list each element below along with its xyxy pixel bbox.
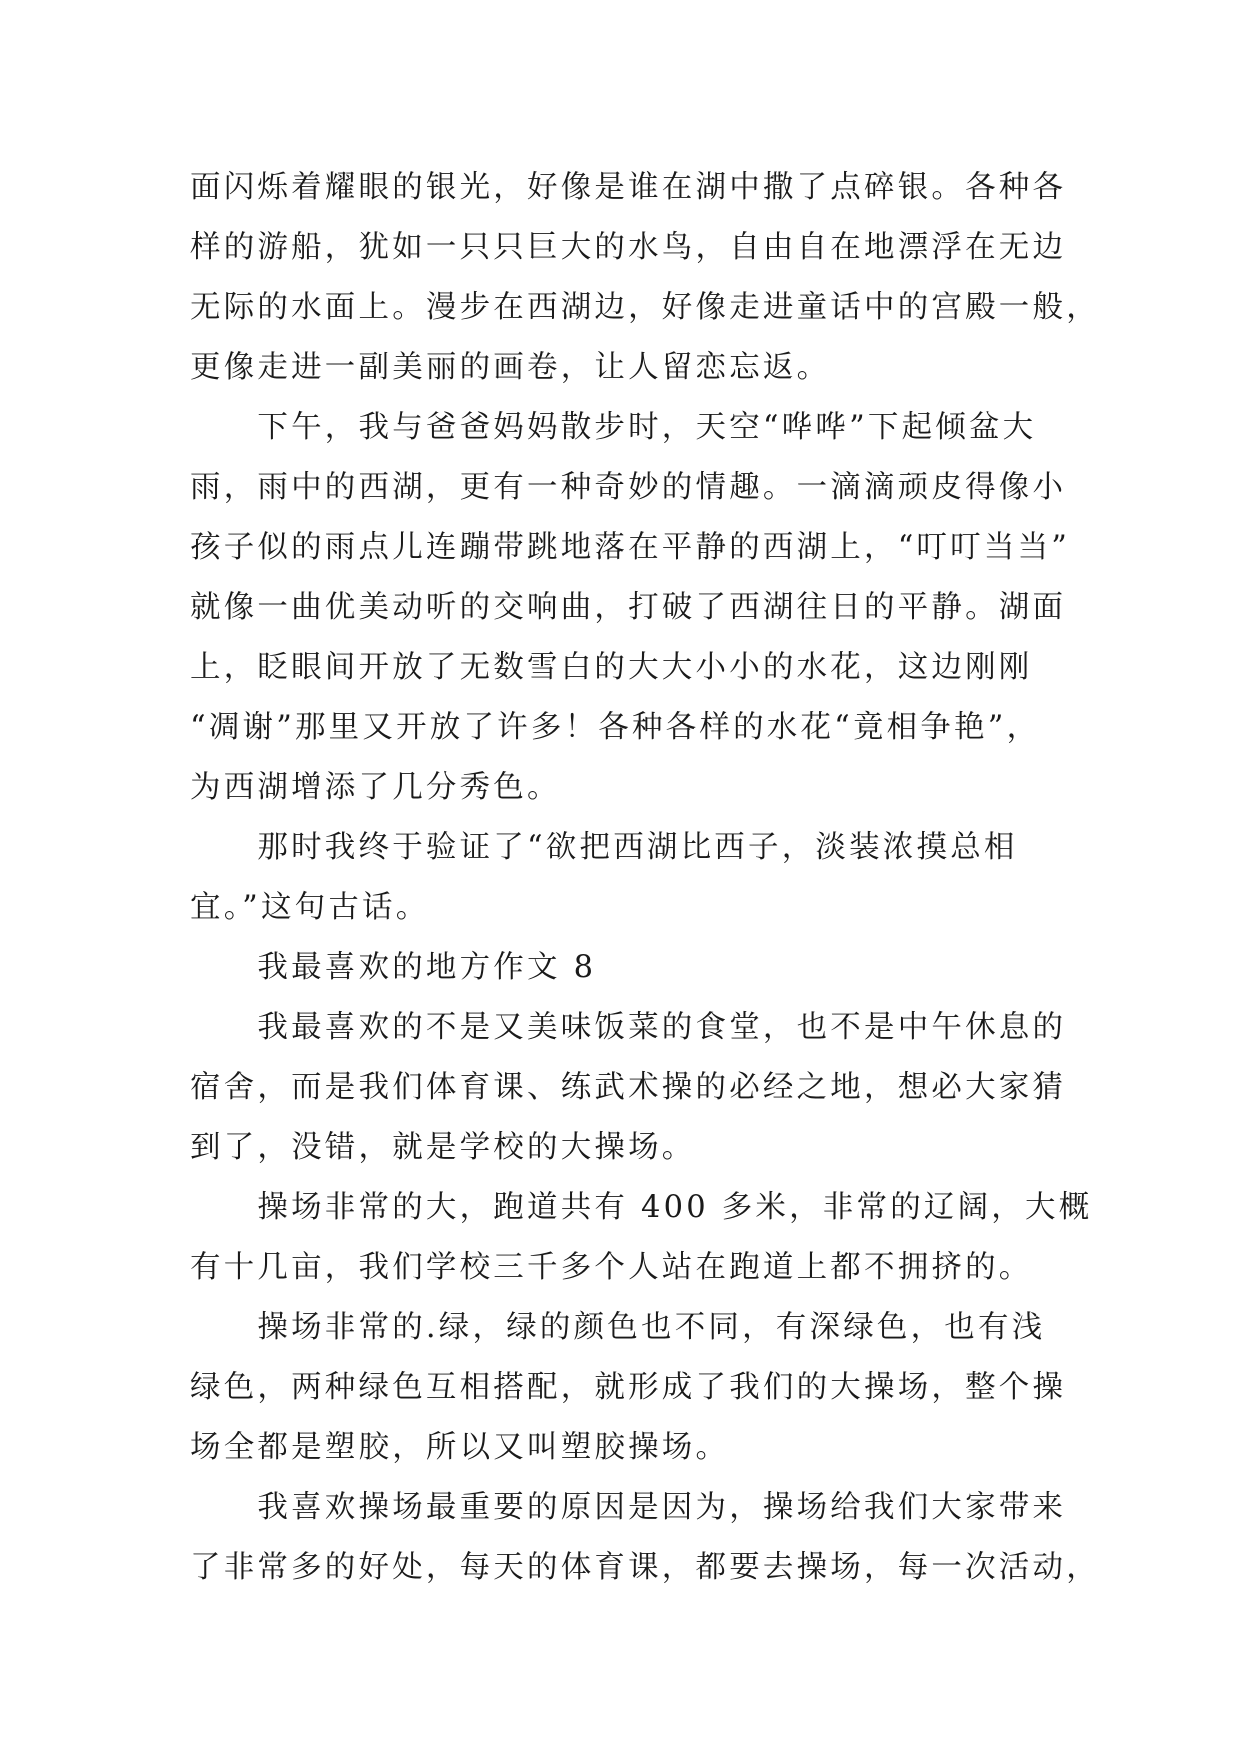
text-line: 下午，我与爸爸妈妈散步时，天空“哗哗”下起倾盆大 (190, 410, 1037, 445)
text-line: 操场非常的大，跑道共有 400 多米，非常的辽阔，大概 (190, 1190, 1093, 1225)
text-line: 场全都是塑胶，所以又叫塑胶操场。 (190, 1430, 730, 1465)
text-line: 样的游船，犹如一只只巨大的水鸟，自由自在地漂浮在无边 (190, 230, 1067, 265)
text-line: 无际的水面上。漫步在西湖边，好像走进童话中的宫殿一般， (190, 290, 1100, 325)
text-line: 操场非常的.绿，绿的颜色也不同，有深绿色，也有浅 (190, 1310, 1046, 1345)
text-line: 我最喜欢的不是又美味饭菜的食堂，也不是中午休息的 (190, 1010, 1067, 1045)
text-line: 上，眨眼间开放了无数雪白的大大小小的水花，这边刚刚 (190, 650, 1033, 685)
text-line: 孩子似的雨点儿连蹦带跳地落在平静的西湖上，“叮叮当当” (190, 530, 1071, 565)
text-line: 宿舍，而是我们体育课、练武术操的必经之地，想必大家猜 (190, 1070, 1067, 1105)
text-line: 我喜欢操场最重要的原因是因为，操场给我们大家带来 (190, 1490, 1067, 1525)
text-line: 就像一曲优美动听的交响曲，打破了西湖往日的平静。湖面 (190, 590, 1067, 625)
text-line: “凋谢”那里又开放了许多！各种各样的水花“竟相争艳”， (190, 710, 1041, 745)
text-line: 为西湖增添了几分秀色。 (190, 770, 561, 805)
text-line: 到了，没错，就是学校的大操场。 (190, 1130, 696, 1165)
text-line: 了非常多的好处，每天的体育课，都要去操场，每一次活动， (190, 1550, 1100, 1585)
essay-body (190, 158, 1100, 1598)
text-line: 面闪烁着耀眼的银光，好像是谁在湖中撒了点碎银。各种各 (190, 170, 1067, 205)
text-line: 那时我终于验证了“欲把西湖比西子，淡装浓摸总相 (190, 830, 1018, 865)
text-line: 有十几亩，我们学校三千多个人站在跑道上都不拥挤的。 (190, 1250, 1033, 1285)
text-line: 更像走进一副美丽的画卷，让人留恋忘返。 (190, 350, 831, 385)
text-line: 雨，雨中的西湖，更有一种奇妙的情趣。一滴滴顽皮得像小 (190, 470, 1067, 505)
text-line: 宜。”这句古话。 (190, 890, 430, 925)
section-heading: 我最喜欢的地方作文 8 (190, 950, 597, 985)
text-line: 绿色，两种绿色互相搭配，就形成了我们的大操场，整个操 (190, 1370, 1067, 1405)
